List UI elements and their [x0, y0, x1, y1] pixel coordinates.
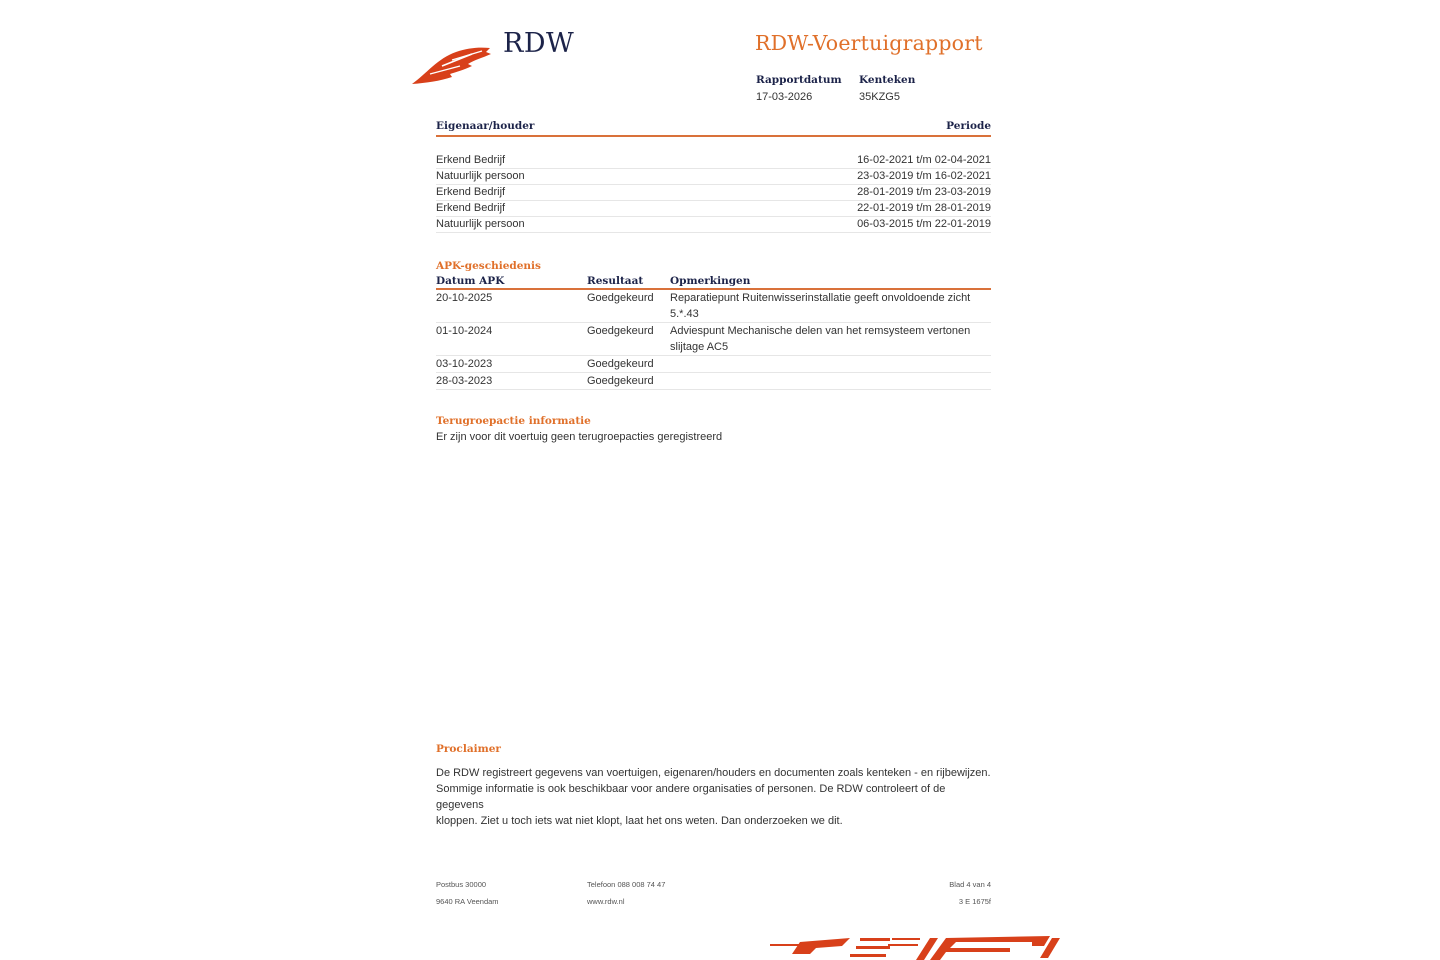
owner-period: 22-01-2019 t/m 28-01-2019 — [857, 202, 991, 214]
owner-row — [436, 201, 991, 217]
apk-row — [436, 373, 991, 390]
report-date-block — [756, 73, 842, 105]
owner-type: Erkend Bedrijf — [436, 202, 506, 214]
logo-text: RDW — [503, 28, 575, 59]
disclaimer-heading: Proclaimer — [436, 743, 501, 755]
apk-date: 01-10-2024 — [436, 325, 493, 337]
apk-remarks-line: Reparatiepunt Ruitenwisserinstallatie geeft onvoldoende zicht — [670, 292, 971, 304]
apk-result: Goedgekeurd — [587, 292, 654, 304]
owner-row — [436, 217, 991, 233]
footer-address-line1: Postbus 30000 — [436, 880, 487, 889]
recall-heading: Terugroepactie informatie — [436, 415, 591, 427]
apk-history-heading: APK-geschiedenis — [436, 260, 541, 272]
owner-period: 23-03-2019 t/m 16-02-2021 — [857, 170, 991, 182]
apk-date-column-header: Datum APK — [436, 275, 505, 287]
footer-website[interactable]: www.rdw.nl — [587, 897, 625, 906]
apk-result: Goedgekeurd — [587, 325, 654, 337]
footer-code: 3 E 1675f — [958, 897, 991, 906]
owners-table — [436, 120, 991, 233]
apk-result: Goedgekeurd — [587, 358, 654, 370]
license-plate-block — [859, 73, 915, 105]
owner-row — [436, 169, 991, 185]
owner-period: 16-02-2021 t/m 02-04-2021 — [857, 154, 991, 166]
apk-row — [436, 356, 991, 373]
footer-page-number: Blad 4 van 4 — [949, 880, 991, 889]
period-column-header: Periode — [946, 120, 991, 132]
apk-remarks — [670, 323, 991, 355]
owner-row — [436, 185, 991, 201]
owner-type: Erkend Bedrijf — [436, 154, 506, 166]
apk-remarks-line: 5.*.43 — [670, 308, 699, 320]
owner-type: Erkend Bedrijf — [436, 186, 506, 198]
owner-type: Natuurlijk persoon — [436, 218, 525, 230]
apk-remarks — [670, 290, 991, 322]
apk-date: 28-03-2023 — [436, 375, 493, 387]
owner-period: 28-01-2019 t/m 23-03-2019 — [857, 186, 991, 198]
footer-phone: Telefoon 088 008 74 47 — [587, 880, 666, 889]
apk-table-header — [436, 275, 991, 290]
rdw-stripes-graphic-icon — [770, 934, 1070, 960]
recall-text: Er zijn voor dit voertuig geen terugroepacties geregistreerd — [436, 431, 723, 443]
apk-remarks — [670, 373, 991, 389]
footer-address-line2: 9640 RA Veendam — [436, 897, 499, 906]
apk-remarks — [670, 356, 991, 372]
owner-row — [436, 153, 991, 169]
disclaimer-line: Sommige informatie is ook beschikbaar voor andere organisaties of personen. De RDW controleert of de gegevens — [436, 783, 946, 811]
owners-table-header — [436, 120, 991, 137]
owner-type: Natuurlijk persoon — [436, 170, 525, 182]
apk-result-column-header: Resultaat — [587, 275, 644, 287]
apk-row — [436, 290, 991, 323]
report-date-label: Rapportdatum — [756, 74, 842, 86]
apk-row — [436, 323, 991, 356]
report-title: RDW-Voertuigrapport — [755, 31, 983, 55]
apk-remarks-line: Adviespunt Mechanische delen van het remsysteem vertonen — [670, 325, 971, 337]
disclaimer-section — [436, 742, 991, 829]
disclaimer-body — [436, 765, 991, 829]
disclaimer-line: De RDW registreert gegevens van voertuigen, eigenaren/houders en documenten zoals kenteken - en rijbewijzen. — [436, 767, 991, 779]
apk-date: 03-10-2023 — [436, 358, 493, 370]
license-plate-label: Kenteken — [859, 74, 916, 86]
apk-remarks-line: slijtage AC5 — [670, 341, 729, 353]
apk-date: 20-10-2025 — [436, 292, 493, 304]
owner-period: 06-03-2015 t/m 22-01-2019 — [857, 218, 991, 230]
apk-result: Goedgekeurd — [587, 375, 654, 387]
recall-section — [436, 414, 991, 445]
page-footer — [436, 880, 991, 914]
report-date-value: 17-03-2026 — [756, 91, 813, 103]
apk-history-section — [436, 259, 991, 390]
disclaimer-line: kloppen. Ziet u toch iets wat niet klopt, laat het ons weten. Dan onderzoeken we dit. — [436, 815, 843, 827]
owner-column-header: Eigenaar/houder — [436, 120, 535, 132]
apk-remarks-column-header: Opmerkingen — [670, 275, 751, 287]
feather-icon — [412, 44, 492, 86]
license-plate-value: 35KZG5 — [859, 91, 900, 103]
